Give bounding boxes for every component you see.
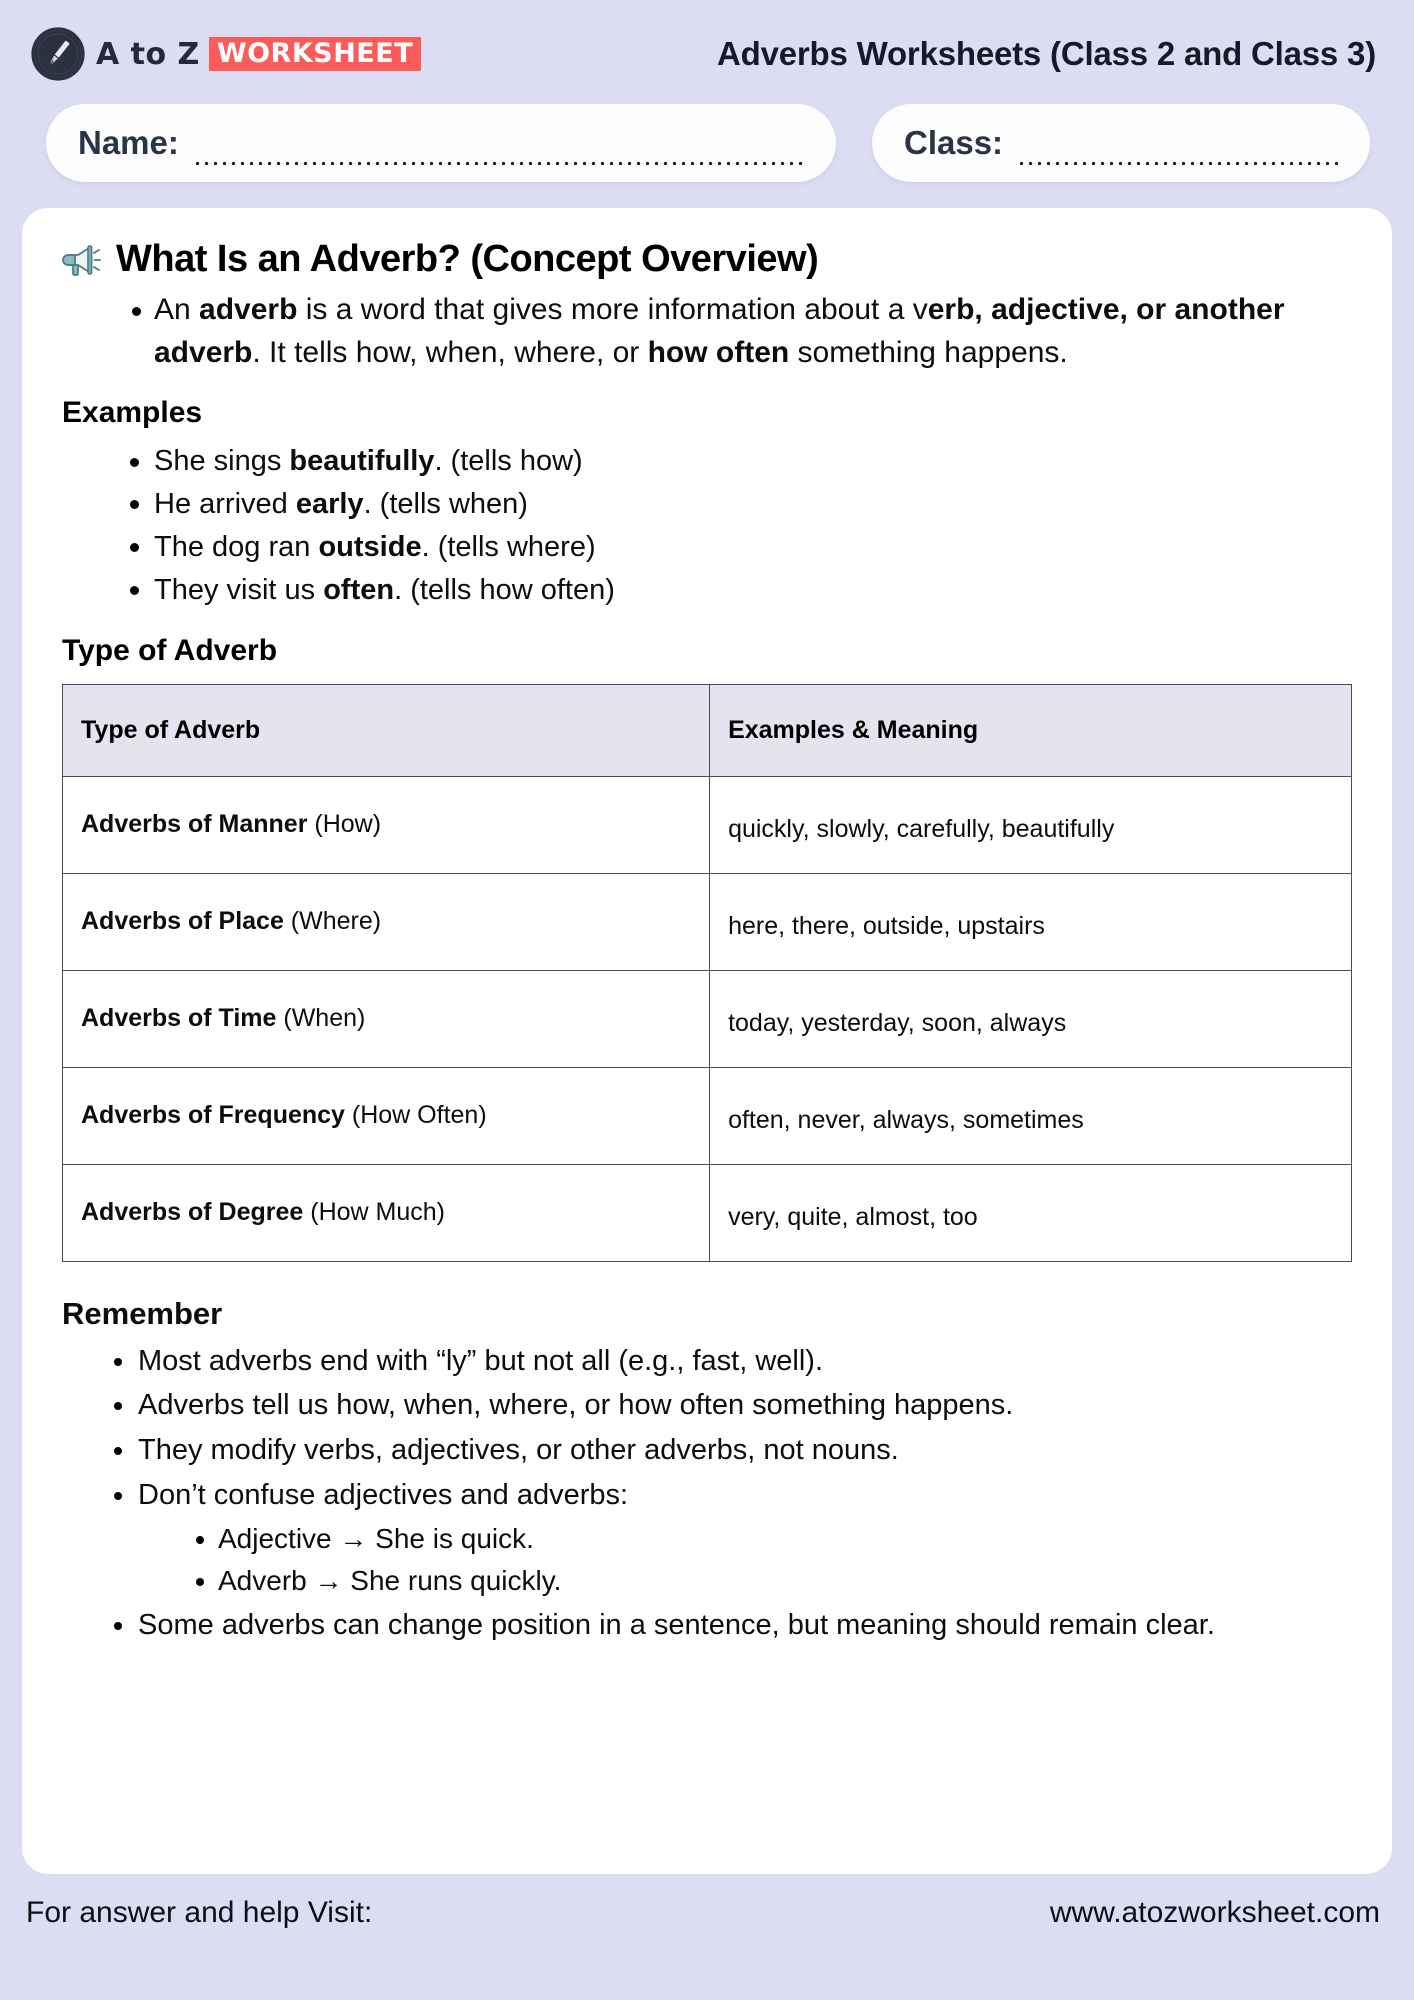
list-item: Adverbs tell us how, when, where, or how often something happens. [138,1384,1352,1427]
table-row [63,776,1352,873]
table-row [63,873,1352,970]
worksheet-card [22,208,1392,1874]
example-bold: beautifully [289,445,435,478]
list-item [138,1474,1352,1603]
class-label: Class: [904,124,1004,161]
examples-heading: Examples [62,396,203,430]
class-input-line[interactable] [1017,140,1338,168]
table-row [63,1067,1352,1164]
list-item: Some adverbs can change position in a sentence, but meaning should remain clear. [138,1604,1352,1647]
list-item [154,569,1352,612]
example-bold: often [323,573,395,606]
definition-bold-2: erb, adjective, or another adverb [154,293,1285,369]
concept-overview-heading: What Is an Adverb? (Concept Overview) [116,238,819,280]
cell-type [63,970,710,1067]
table-header-row [63,684,1352,776]
cell-type-name: Adverbs of Frequency [81,1101,345,1130]
remember-list [96,1340,1352,1647]
brand-wordmark [96,37,421,72]
example-post: . (tells where) [421,531,596,563]
adverb-types-table [62,684,1352,1262]
cell-meaning: very, quite, almost, too [710,1164,1352,1261]
list-item: Adjective → She is quick. [218,1518,1352,1560]
definition-list [104,289,1352,374]
example-bold: outside [318,531,422,563]
name-input-line[interactable] [193,140,804,168]
cell-type-note: (When) [276,1004,366,1033]
cell-meaning: here, there, outside, upstairs [710,873,1352,970]
concept-overview-header [62,238,1352,281]
example-bold: early [295,488,364,521]
footer-website-link[interactable]: www.atozworksheet.com [1049,1896,1380,1929]
cell-meaning: quickly, slowly, carefully, beautifully [710,776,1352,873]
cell-type-note: (How Much) [303,1198,445,1227]
definition-text-3: . It tells how, when, where, or [252,335,648,369]
example-pre: They visit us [154,573,324,606]
cell-type-name: Adverbs of Place [81,907,284,936]
brand-logo [30,26,421,82]
example-post: . (tells how) [434,445,583,478]
examples-list [110,440,1352,612]
page-title: Adverbs Worksheets (Class 2 and Class 3) [717,35,1376,72]
cell-meaning: today, yesterday, soon, always [710,970,1352,1067]
cell-type [63,1067,710,1164]
list-item: Most adverbs end with “ly” but not all (e.g., fast, well). [138,1340,1352,1383]
example-pre: He arrived [154,488,296,521]
definition-text-2: is a word that gives more information about a v [297,293,928,326]
name-field-container[interactable] [46,104,836,182]
cell-type-note: (Where) [283,907,382,936]
cell-type-note: (How) [307,810,382,839]
brand-chip-worksheet: WORKSHEET [209,37,421,71]
brand-text-atoz: A to Z [96,36,200,72]
name-label: Name: [78,124,179,161]
table-section-heading: Type of Adverb [62,633,278,667]
student-info-row [0,104,1414,182]
cell-type [63,776,710,873]
column-header-meaning: Examples & Meaning [710,684,1352,776]
cell-type-name: Adverbs of Manner [81,810,308,839]
class-field-container[interactable] [872,104,1370,182]
table-row [63,1164,1352,1261]
definition-item [154,289,1352,374]
column-header-type: Type of Adverb [63,684,710,776]
remember-sub-list [178,1518,1352,1602]
list-item: Adverb → She runs quickly. [218,1560,1352,1602]
cell-type [63,873,710,970]
example-post: . (tells how often) [394,573,615,606]
definition-bold-1: adverb [199,293,298,326]
cell-type-note: (How Often) [344,1101,487,1130]
list-item [154,483,1352,526]
list-item [154,526,1352,569]
cell-type-name: Adverbs of Degree [81,1198,304,1227]
definition-text-4: something happens. [789,335,1068,369]
remember-heading: Remember [62,1295,223,1331]
cell-type [63,1164,710,1261]
list-item: They modify verbs, adjectives, or other adverbs, not nouns. [138,1429,1352,1472]
remember-item-text: Don’t confuse adjectives and adverbs: [138,1478,629,1511]
list-item [154,440,1352,483]
definition-bold-3: how often [647,335,790,369]
footer-left-text: For answer and help Visit: [26,1896,373,1929]
table-row [63,970,1352,1067]
cell-meaning: often, never, always, sometimes [710,1067,1352,1164]
example-pre: She sings [154,445,290,478]
example-post: . (tells when) [363,488,528,521]
page-footer [0,1874,1414,1930]
cell-type-name: Adverbs of Time [81,1004,277,1033]
example-pre: The dog ran [154,531,319,563]
page-header [0,0,1414,108]
pen-in-circle-icon [30,26,86,82]
definition-text-1: An [154,293,200,326]
megaphone-icon [62,240,102,280]
